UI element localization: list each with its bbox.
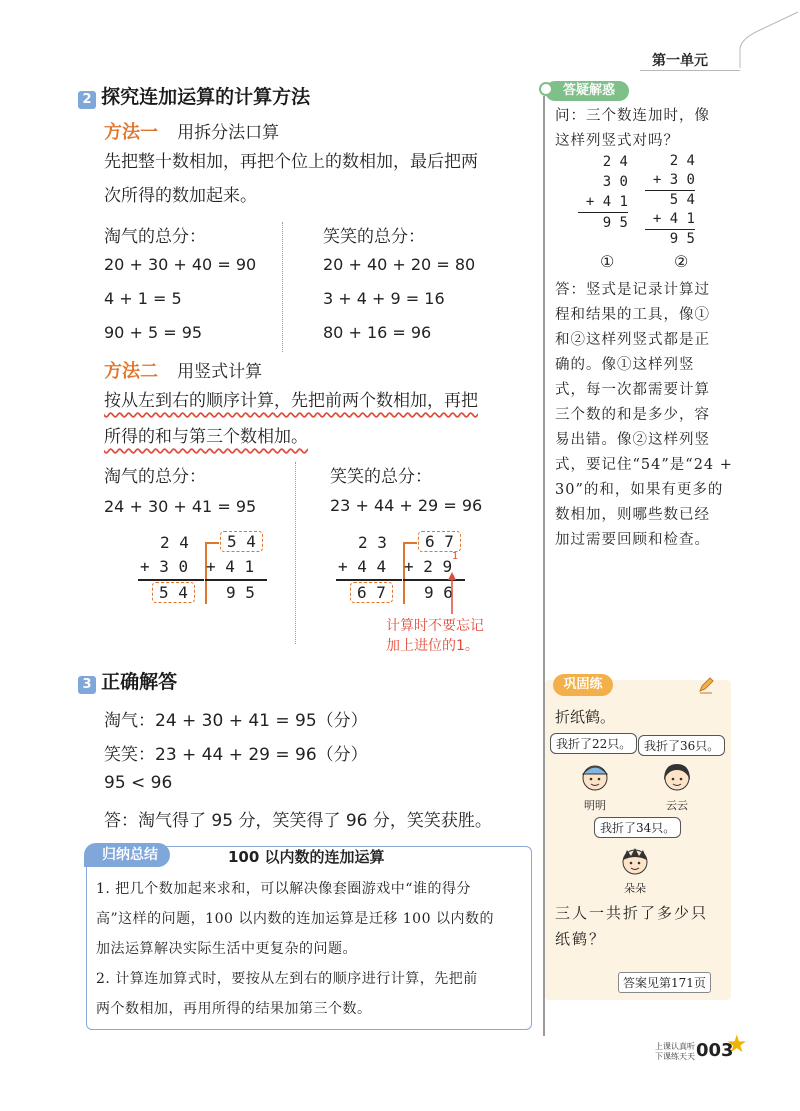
note-line: 计算时不要忘记: [386, 618, 484, 634]
summary-line: 高”这样的问题，100 以内数的连加运算是迁移 100 以内数的: [96, 911, 494, 927]
calc-digit-row: 9 5: [578, 212, 628, 233]
boy-avatar-icon: [578, 760, 612, 794]
summary-tag: 归纳总结: [84, 843, 170, 867]
answer-line: 和②这样列竖式都是正: [555, 332, 710, 348]
equation: 23 + 44 + 29 = 96: [330, 496, 483, 515]
qa-question: [555, 104, 710, 154]
calc-digit-row: 9 5: [645, 229, 695, 249]
answer-line: 数相加，则哪些数已经: [555, 507, 710, 523]
practice-badge: 巩固练: [553, 674, 613, 696]
unit-title: 第一单元: [652, 53, 708, 69]
answer-line: 程和结果的工具，像①: [555, 307, 710, 323]
method-1-heading: [104, 118, 279, 144]
calc-digit-row: 2 4: [602, 154, 628, 170]
question-line: 这样列竖式对吗？: [555, 133, 679, 149]
summary-content: [96, 874, 494, 1024]
answer-reference: 答案见第171页: [618, 972, 711, 993]
calc-connector: [403, 542, 417, 544]
kid-name: 明明: [584, 799, 606, 812]
calc-sum-line: [336, 579, 402, 581]
qa-badge: 答疑解惑: [545, 81, 629, 101]
equation: 3 + 4 + 9 = 16: [323, 289, 445, 308]
answer-line: 30”的和，如果有更多的: [555, 482, 724, 498]
answer-line: 答：竖式是记录计算过: [555, 282, 710, 298]
kid-avatar-icon: [618, 844, 652, 878]
method-2-text-line-1: 按从左到右的顺序计算，先把前两个数相加，再把: [104, 391, 478, 411]
speech-bubble: 我折了34只。: [594, 817, 681, 838]
calc-digit-row: + 4 1: [652, 211, 695, 227]
calc-sum-line: [138, 579, 204, 581]
calc-result-box: 5 4: [152, 582, 195, 603]
calc-carry-box: 5 4: [220, 531, 263, 552]
calc-digit-row: 9 6: [424, 583, 453, 602]
question-line: 问：三个数连加时，像: [555, 108, 710, 124]
motto-line: 上课认真听: [655, 1042, 695, 1051]
practice-question: [555, 900, 708, 952]
method-label: 方法一: [104, 122, 158, 143]
calc-result-box: 6 7: [350, 582, 393, 603]
method-label: 方法二: [104, 361, 158, 382]
question-line: 纸鹤？: [555, 930, 607, 948]
left-total-heading: 淘气的总分：: [104, 467, 206, 487]
answer-line: 加过需要回顾和检查。: [555, 532, 710, 548]
section-number-badge: 3: [78, 676, 96, 694]
arrow-up-icon: [446, 572, 458, 614]
section-title: 正确解答: [101, 671, 178, 693]
method-desc: 用竖式计算: [177, 362, 263, 382]
calc-digit-row: 3 0: [602, 174, 628, 190]
summary-title: 100 以内数的连加运算: [228, 848, 385, 866]
kid-name: 朵朵: [624, 882, 646, 895]
practice-title: 折纸鹤。: [555, 708, 616, 726]
left-total-heading: 淘气的总分：: [104, 227, 206, 247]
calc-digit-row: 2 4: [669, 153, 695, 169]
calc-sum-line: [205, 579, 267, 581]
section-number-badge: 2: [78, 91, 96, 109]
answer-line: 笑笑：23 + 44 + 29 = 96（分）: [104, 745, 368, 765]
method-2-text-line-2: 所得的和与第三个数相加。: [104, 427, 308, 447]
method-desc: 用拆分法口算: [177, 123, 280, 143]
summary-line: 加法运算解决实际生活中更复杂的问题。: [96, 941, 357, 957]
section-title: 探究连加运算的计算方法: [101, 86, 311, 108]
calc-digit-row: + 3 0: [652, 172, 695, 188]
answer-line: 答：淘气得了 95 分，笑笑得了 96 分，笑笑获胜。: [104, 811, 492, 831]
header-rule: [640, 70, 740, 71]
answer-line: 确的。像①这样列竖: [555, 357, 695, 373]
kid-name: 云云: [666, 799, 688, 812]
summary-line: 1. 把几个数加起来求和，可以解决像套圈游戏中“谁的得分: [96, 881, 471, 897]
equation: 20 + 30 + 40 = 90: [104, 255, 257, 274]
calc-digit-row: + 3 0: [140, 557, 189, 576]
answer-line: 式，每一次都需要计算: [555, 382, 710, 398]
question-line: 三人一共折了多少只: [555, 904, 709, 922]
header-decoration: [730, 8, 800, 70]
calc-digit-row: + 4 1: [206, 557, 255, 576]
calc-digit-row: + 4 4: [338, 557, 387, 576]
pencil-icon: [697, 676, 715, 694]
equation: 80 + 16 = 96: [323, 323, 432, 342]
method-1-text-line-1: 先把整十数相加，再把个位上的数相加，最后把两: [104, 152, 478, 172]
summary-line: 两个数相加，再用所得的结果加第三个数。: [96, 1001, 372, 1017]
practice-card: [545, 680, 731, 1000]
right-total-heading: 笑笑的总分：: [330, 467, 432, 487]
lightbulb-icon: [539, 82, 553, 96]
dotted-divider: [295, 462, 296, 644]
calc-digit-row: 2 3: [358, 533, 387, 552]
calc-digit-row: + 4 1: [585, 194, 628, 210]
calc-label: ①: [600, 252, 615, 271]
answer-line: 式，要记住“54”是“24 +: [555, 457, 733, 473]
equation: 24 + 30 + 41 = 95: [104, 497, 257, 516]
calc-label: ②: [674, 252, 689, 271]
qa-answer: [555, 278, 733, 553]
calc-digit-row: 2 4: [160, 533, 189, 552]
carry-digit: 1: [452, 551, 459, 562]
reminder-note: [386, 616, 484, 656]
right-total-heading: 笑笑的总分：: [323, 227, 425, 247]
section-3-heading: [78, 667, 177, 694]
answer-line: 淘气：24 + 30 + 41 = 95（分）: [104, 711, 368, 731]
calc-connector: [205, 542, 219, 544]
equation: 90 + 5 = 95: [104, 323, 203, 342]
answer-line: 易出错。像②这样列竖: [555, 432, 710, 448]
method-1-text-line-2: 次所得的数加起来。: [104, 186, 257, 206]
speech-bubble: 我折了36只。: [638, 735, 725, 756]
calc-digit-row: 5 4: [645, 190, 695, 210]
calc-digit-row: 9 5: [226, 583, 255, 602]
summary-line: 2. 计算连加算式时，要按从左到右的顺序进行计算，先把前: [96, 971, 478, 987]
method-2-heading: [104, 357, 262, 383]
qa-calc-1: [578, 152, 628, 233]
answer-line: 三个数的和是多少，容: [555, 407, 710, 423]
footer-motto: [655, 1042, 695, 1062]
page-number: 003: [696, 1040, 734, 1061]
star-icon: ★: [726, 1030, 748, 1058]
dotted-divider: [282, 222, 283, 352]
girl-avatar-icon: [660, 760, 694, 794]
calc-carry-box: 6 7: [418, 531, 461, 552]
answer-line: 95 < 96: [104, 773, 173, 793]
equation: 4 + 1 = 5: [104, 289, 182, 308]
section-2-heading: [78, 82, 310, 109]
calc-digit-row: + 2 9: [404, 557, 453, 576]
equation: 20 + 40 + 20 = 80: [323, 255, 476, 274]
motto-line: 下课练天天: [655, 1052, 695, 1061]
speech-bubble: 我折了22只。: [550, 733, 637, 754]
qa-calc-2: [645, 152, 695, 249]
note-line: 加上进位的1。: [386, 638, 479, 654]
